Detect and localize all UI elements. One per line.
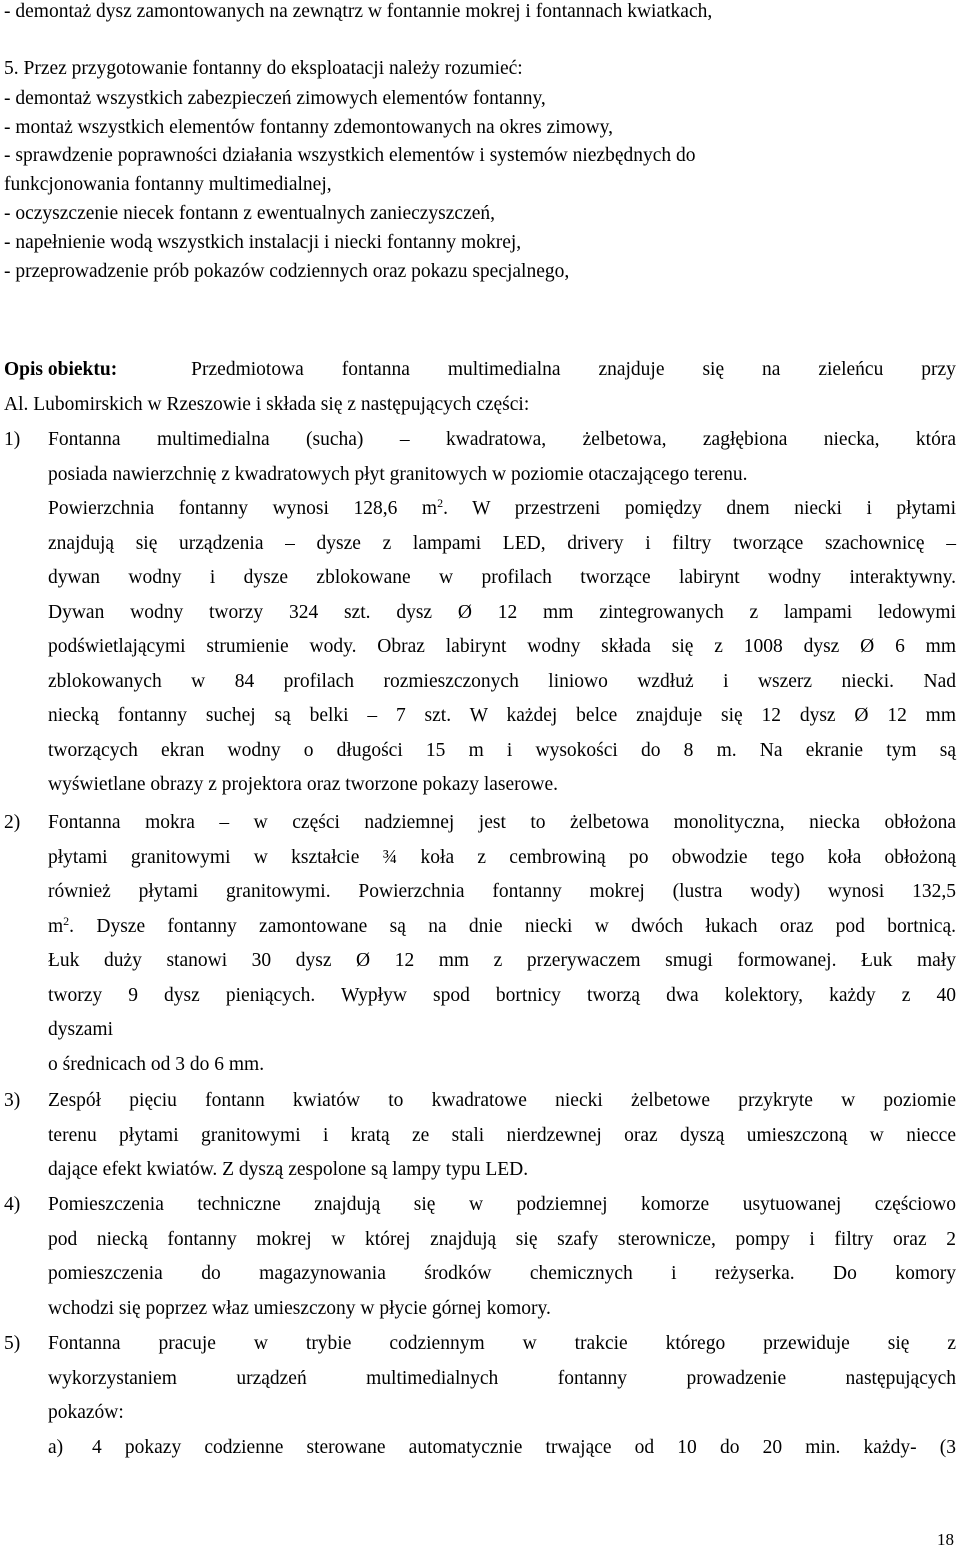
list-number: 5) — [4, 1333, 21, 1354]
opis-word: zieleńcu — [818, 359, 884, 380]
list-number: 1) — [4, 429, 21, 450]
list-item-1 — [4, 423, 956, 803]
list-item-body — [48, 423, 956, 803]
text-line: Dywan wodny tworzy 324 szt. dysz Ø 12 mm zintegrowanych z lampami ledowymi — [48, 601, 956, 623]
text-line: dyszami — [48, 1019, 113, 1040]
text-line: $m^2$. Dysze fontanny zamontowane są na dnie niecki w dwóch łukach oraz pod bortnicą. — [48, 913, 956, 937]
text-line: niecką fontanny suchej są belki – 7 szt. W każdej belce znajduje się 12 dysz Ø 12 mm — [48, 705, 956, 726]
opis-second-line: Al. Lubomirskich w Rzeszowie i składa się z następujących części: — [4, 393, 530, 415]
list-item: - oczyszczenie niecek fontann z ewentualnych zanieczyszczeń, — [4, 203, 496, 224]
text-line: pokazów: — [48, 1402, 124, 1423]
opis-word: się — [702, 359, 725, 380]
text-line: zblokowanych w 84 profilach rozmieszczonych liniowo wzdłuż i wszerz niecki. Nad — [48, 670, 956, 692]
opis-word: przy — [921, 359, 956, 380]
opis-first-line — [4, 353, 956, 388]
text-line: pomieszczenia do magazynowania środków chemicznych i reżyserka. Do komory — [48, 1263, 956, 1284]
list-item: - montaż wszystkich elementów fontanny zdemontowanych na okres zimowy, — [4, 117, 614, 138]
list-number: 2) — [4, 812, 21, 833]
text-line: Fontanna pracuje w trybie codziennym w trakcie którego przewiduje się z — [48, 1333, 956, 1354]
text-line: wyświetlane obrazy z projektora oraz tworzone pokazy laserowe. — [48, 774, 559, 795]
text-line: posiada nawierzchnię z kwadratowych płyt granitowych w poziomie otaczającego terenu. — [48, 463, 748, 485]
list-item-body — [48, 1084, 956, 1188]
text-line: Zespół pięciu fontann kwiatów to kwadratowe niecki żelbetowe przykryte w poziomie — [48, 1090, 956, 1111]
text-line: znajdują się urządzenia – dysze z lampami LED, drivery i filtry tworzące szachownicę – — [48, 532, 956, 554]
list-item: - napełnienie wodą wszystkich instalacji i niecki fontanny mokrej, — [4, 232, 522, 253]
opis-word: fontanna — [341, 359, 410, 380]
text-line: płytami granitowymi w kształcie ¾ koła z cembrowiną po obwodzie tego koła obłożoną — [48, 846, 956, 868]
sub-list-text: 4 pokazy codzienne sterowane automatycznie trwające od 10 do 20 min. każdy- (3 — [92, 1437, 956, 1458]
list-item: - demontaż wszystkich zabezpieczeń zimowych elementów fontanny, — [4, 88, 546, 109]
text-line: dywan wodny i dysze zblokowane w profilach tworzące labirynt wodny interaktywny. — [48, 567, 956, 588]
list-item-4 — [4, 1188, 956, 1326]
opis-word: Przedmiotowa — [191, 359, 304, 380]
opis-label: Opis obiektu: — [4, 359, 118, 380]
text-line: Fontanna multimedialna (sucha) – kwadratowa, żelbetowa, zagłębiona niecka, która — [48, 429, 956, 450]
opis-paragraph — [4, 353, 956, 422]
list-number: 4) — [4, 1194, 21, 1215]
list-item-body — [48, 1327, 956, 1431]
opis-word: znajduje — [598, 359, 665, 380]
text-line: o średnicach od 3 do 6 mm. — [48, 1053, 265, 1075]
text-line: terenu płytami granitowymi i kratą ze stali nierdzewnej oraz dyszą umieszczoną w niecce — [48, 1124, 956, 1146]
text-line: wchodzi się poprzez właz umieszczony w płycie górnej komory. — [48, 1297, 551, 1319]
list-item: - sprawdzenie poprawności działania wszystkich elementów i systemów niezbędnych do — [4, 145, 696, 166]
list-item-3 — [4, 1084, 956, 1188]
text-line: wykorzystaniem urządzeń multimedialnych fontanny prowadzenie następujących — [48, 1367, 956, 1389]
list-item-5 — [4, 1327, 956, 1431]
opis-word: multimedialna — [447, 359, 561, 380]
text-line: również płytami granitowymi. Powierzchnia fontanny mokrej (lustra wody) wynosi 132,5 — [48, 881, 956, 902]
list-item: funkcjonowania fontanny multimedialnej, — [4, 174, 332, 195]
text-line: - demontaż dysz zamontowanych na zewnątrz w fontannie mokrej i fontannach kwiatkach, — [4, 1, 713, 22]
list-item-body — [48, 806, 956, 1082]
opis-word: na — [762, 359, 781, 380]
sub-list-label: a) — [48, 1437, 64, 1458]
list-item: - przeprowadzenie prób pokazów codziennych oraz pokazu specjalnego, — [4, 261, 570, 282]
text-line: dające efekt kwiatów. Z dyszą zespolone są lampy typu LED. — [48, 1159, 529, 1180]
section-heading: 5. Przez przygotowanie fontanny do eksploatacji należy rozumieć: — [4, 58, 523, 79]
text-line: podświetlającymi strumienie wody. Obraz labirynt wodny składa się z 1008 dysz Ø 6 mm — [48, 636, 956, 657]
page-number: 18 — [937, 1530, 954, 1549]
text-line: Pomieszczenia techniczne znajdują się w podziemnej komorze usytuowanej częściowo — [48, 1194, 956, 1215]
text-line: tworzących ekran wodny o długości 15 m i wysokości do 8 m. Na ekranie tym są — [48, 739, 956, 761]
list-item-body — [48, 1188, 956, 1326]
text-line: pod niecką fontanny mokrej w której znajdują się szafy sterownicze, pompy i filtry oraz 2 — [48, 1228, 956, 1250]
text-line: Łuk duży stanowi 30 dysz Ø 12 mm z przerywaczem smugi formowanej. Łuk mały — [48, 950, 956, 971]
list-item-2 — [4, 806, 956, 1082]
sub-list-item-a — [48, 1431, 956, 1466]
text-line: Fontanna mokra – w części nadziemnej jest to żelbetowa monolityczna, niecka obłożona — [48, 812, 956, 833]
list-number: 3) — [4, 1090, 21, 1111]
text-line: Powierzchnia fontanny wynosi 128,6 $m^2$. W przestrzeni pomiędzy dnem niecki i płytami — [48, 496, 957, 519]
text-line: tworzy 9 dysz pieniących. Wypływ spod bortnicy tworzą dwa kolektory, każdy z 40 — [48, 984, 956, 1006]
